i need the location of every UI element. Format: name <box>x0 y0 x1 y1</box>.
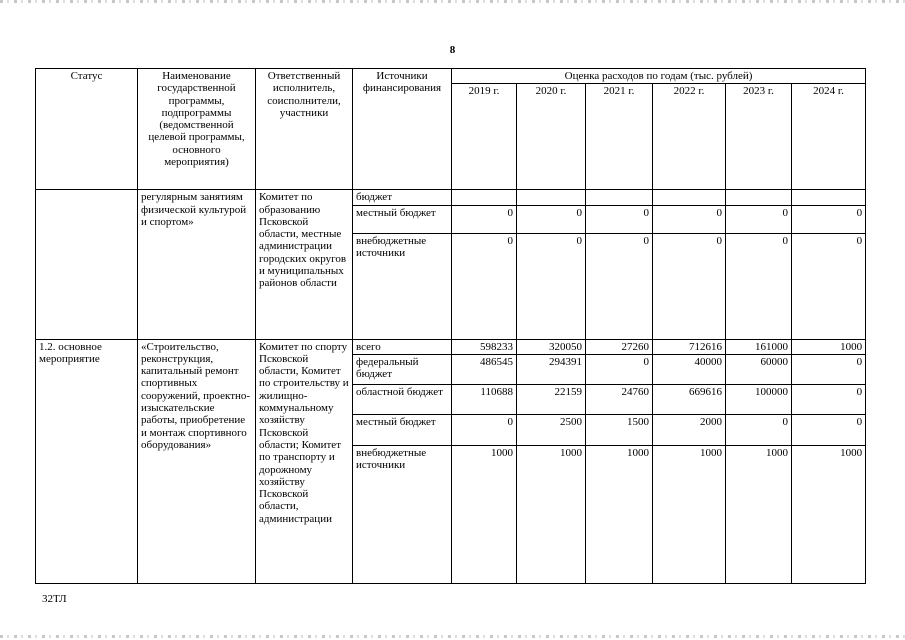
value-cell: 486545 <box>452 354 517 384</box>
value-cell: 669616 <box>653 384 726 414</box>
value-cell: 2500 <box>517 414 586 445</box>
page-number: 8 <box>449 44 456 56</box>
document-code: 32ТЛ <box>42 593 67 605</box>
value-cell: 40000 <box>653 354 726 384</box>
value-cell <box>517 190 586 205</box>
value-cell: 0 <box>586 233 653 339</box>
value-cell: 1000 <box>517 445 586 583</box>
value-cell: 0 <box>452 233 517 339</box>
source-cell: местный бюджет <box>353 414 452 445</box>
value-cell: 712616 <box>653 339 726 354</box>
source-cell: местный бюджет <box>353 205 452 233</box>
value-cell: 0 <box>586 205 653 233</box>
measure-name-cell: «Строительство, реконструкция, капитальный ремонт спортивных сооружений, проектно-изыскательские работы, приобретение и монтаж спортивного оборудования» <box>138 339 256 583</box>
value-cell: 598233 <box>452 339 517 354</box>
executor-cell: Комитет по спорту Псковской области, Комитет по строительству и жилищно-коммунальному хозяйству Псковской области; Комитет по транспорту и дорожному хозяйству Псковской области, администрации <box>256 339 353 583</box>
value-cell: 0 <box>653 233 726 339</box>
value-cell: 0 <box>726 233 792 339</box>
value-cell: 27260 <box>586 339 653 354</box>
table-row <box>36 339 866 354</box>
budget-table <box>35 68 866 584</box>
value-cell: 0 <box>452 414 517 445</box>
value-cell: 0 <box>452 205 517 233</box>
value-cell <box>586 190 653 205</box>
measure-name-cell: регулярным занятиям физической культурой и спортом» <box>138 190 256 339</box>
header-year: 2021 г. <box>586 84 653 190</box>
value-cell: 0 <box>586 354 653 384</box>
header-name: Наименование государственной программы, подпрограммы (ведомственной целевой программы, основного мероприятия) <box>138 69 256 190</box>
status-cell: 1.2. основное мероприятие <box>36 339 138 583</box>
value-cell: 0 <box>517 205 586 233</box>
value-cell: 0 <box>792 354 866 384</box>
source-cell: бюджет <box>353 190 452 205</box>
value-cell: 0 <box>726 205 792 233</box>
value-cell: 1000 <box>792 339 866 354</box>
header-year: 2024 г. <box>792 84 866 190</box>
header-year: 2019 г. <box>452 84 517 190</box>
header-status: Статус <box>36 69 138 190</box>
value-cell: 0 <box>653 205 726 233</box>
source-cell: всего <box>353 339 452 354</box>
value-cell: 161000 <box>726 339 792 354</box>
value-cell: 320050 <box>517 339 586 354</box>
value-cell: 100000 <box>726 384 792 414</box>
header-sources: Источники финансирования <box>353 69 452 190</box>
value-cell: 110688 <box>452 384 517 414</box>
value-cell: 1500 <box>586 414 653 445</box>
value-cell: 1000 <box>653 445 726 583</box>
value-cell: 1000 <box>726 445 792 583</box>
value-cell: 1000 <box>586 445 653 583</box>
source-cell: федеральный бюджет <box>353 354 452 384</box>
value-cell: 22159 <box>517 384 586 414</box>
value-cell: 0 <box>792 414 866 445</box>
value-cell: 0 <box>517 233 586 339</box>
value-cell: 294391 <box>517 354 586 384</box>
value-cell: 2000 <box>653 414 726 445</box>
value-cell: 1000 <box>792 445 866 583</box>
header-estimate: Оценка расходов по годам (тыс. рублей) <box>452 69 866 84</box>
scan-artifact-bottom <box>0 635 905 638</box>
status-cell <box>36 190 138 339</box>
value-cell: 60000 <box>726 354 792 384</box>
source-cell: внебюджетные источники <box>353 233 452 339</box>
value-cell: 0 <box>792 233 866 339</box>
header-year: 2020 г. <box>517 84 586 190</box>
value-cell <box>792 190 866 205</box>
source-cell: внебюджетные источники <box>353 445 452 583</box>
header-executor: Ответственный исполнитель, соисполнители, участники <box>256 69 353 190</box>
header-year: 2023 г. <box>726 84 792 190</box>
value-cell: 24760 <box>586 384 653 414</box>
value-cell <box>653 190 726 205</box>
source-cell: областной бюджет <box>353 384 452 414</box>
table-row <box>36 190 866 205</box>
executor-cell: Комитет по образованию Псковской области, местные администрации городских округов и муниципальных районов области <box>256 190 353 339</box>
header-year: 2022 г. <box>653 84 726 190</box>
value-cell: 0 <box>792 205 866 233</box>
value-cell: 0 <box>726 414 792 445</box>
value-cell: 0 <box>792 384 866 414</box>
value-cell <box>726 190 792 205</box>
value-cell <box>452 190 517 205</box>
scan-artifact-top <box>0 0 905 3</box>
value-cell: 1000 <box>452 445 517 583</box>
